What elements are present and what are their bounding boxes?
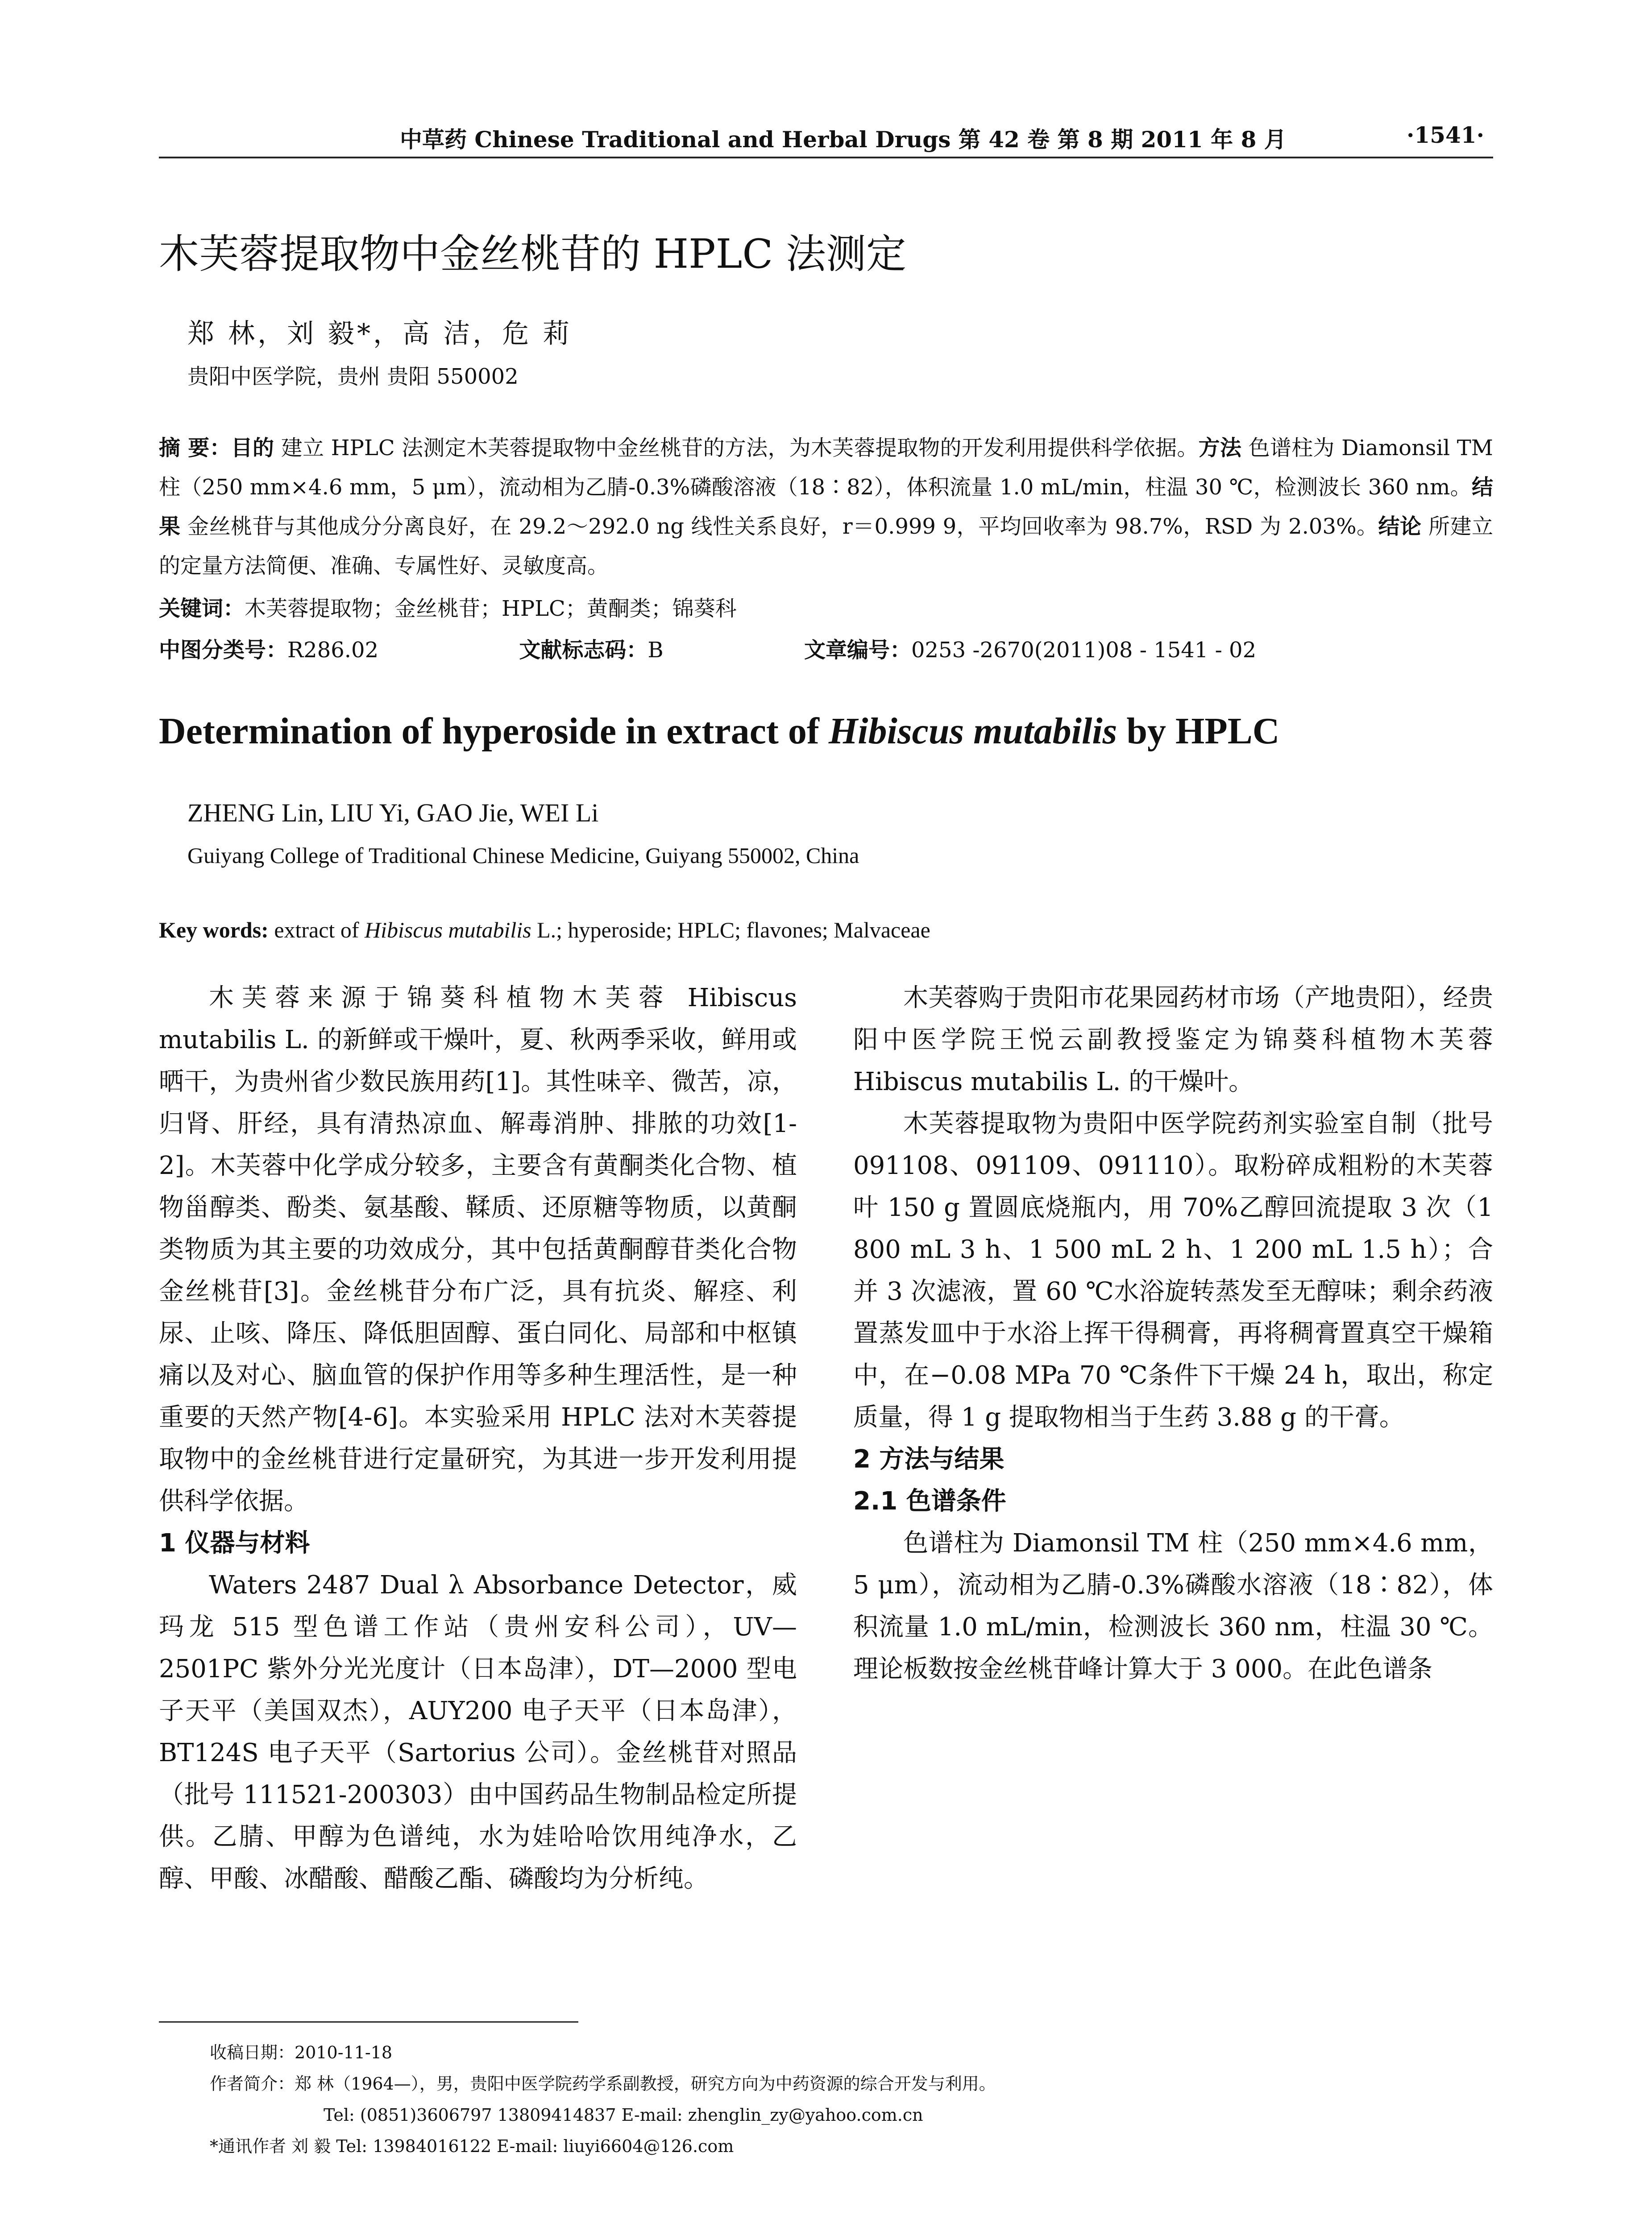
body-right-column [853, 977, 1493, 1690]
abstract-results-label: 结果 [159, 475, 1493, 539]
article-number-value: 0253 -2670(2011)08 - 1541 - 02 [911, 638, 1257, 663]
abstract-methods: 色谱柱为 Diamonsil TM 柱（250 mm×4.6 mm，5 μm），流动相为乙腈-0.3%磷酸溶液（18∶82），体积流量 1.0 mL/min，柱温 30 ℃，检测波长 360 nm。 [159, 435, 1493, 500]
herb-paragraph: 木芙蓉购于贵阳市花果园药材市场（产地贵阳），经贵阳中医学院王悦云副教授鉴定为锦葵科植物木芙蓉 Hibiscus mutabilis L. 的干燥叶。 [853, 983, 1493, 1096]
abstract-conclusion-label: 结论 [1378, 514, 1422, 539]
authors-english: ZHENG Lin, LIU Yi, GAO Jie, WEI Li [187, 798, 599, 827]
keywords-english-post: L.; hyperoside; HPLC; flavones; Malvaceae [531, 917, 930, 942]
clc-label: 中图分类号： [159, 638, 288, 663]
keywords-chinese [159, 591, 737, 622]
affiliation-chinese: 贵阳中医学院，贵州 贵阳 550002 [187, 364, 519, 389]
title-english-post: by HPLC [1117, 710, 1280, 752]
affiliation-english: Guiyang College of Traditional Chinese Medicine, Guiyang 550002, China [187, 843, 859, 868]
footnotes [210, 2037, 996, 2162]
received-date: 收稿日期：2010-11-18 [210, 2043, 393, 2062]
intro-paragraph: 木芙蓉来源于锦葵科植物木芙蓉 Hibiscus mutabilis L. 的新鲜或干燥叶，夏、秋两季采收，鲜用或晒干，为贵州省少数民族用药[1]。其性味辛、微苦，凉，归肾、肝经，具有清热凉血、解毒消肿、排脓的功效[1-2]。木芙蓉中化学成分较多，主要含有黄酮类化合物、植物甾醇类、酚类、氨基酸、鞣质、还原糖等物质，以黄酮类物质为其主要的功效成分，其中包括黄酮醇苷类化合物金丝桃苷[3]。金丝桃苷分布广泛，具有抗炎、解痉、利尿、止咳、降压、降低胆固醇、蛋白同化、局部和中枢镇痛以及对心、脑血管的保护作用等多种生理活性，是一种重要的天然产物[4-6]。本实验采用 HPLC 法对木芙蓉提取物中的金丝桃苷进行定量研究，为其进一步开发利用提供科学依据。 [159, 983, 797, 1516]
classification-line [159, 633, 1493, 663]
footnote-rule [159, 2021, 578, 2023]
extract-paragraph: 木芙蓉提取物为贵阳中医学院药剂实验室自制（批号 091108、091109、091110）。取粉碎成粗粉的木芙蓉叶 150 g 置圆底烧瓶内，用 70%乙醇回流提取 3 次（1 800 mL 3 h、1 500 mL 2 h、1 200 mL 1.5 h）；合并 3 次滤液，置 60 ℃水浴旋转蒸发至无醇味；剩余药液置蒸发皿中于水浴上挥干得稠膏，再将稠膏置真空干燥箱中，在−0.08 MPa 70 ℃条件下干燥 24 h，取出，称定质量，得 1 g 提取物相当于生药 3.88 g 的干膏。 [853, 1109, 1493, 1432]
instruments-paragraph: Waters 2487 Dual λ Absorbance Detector，威玛龙 515 型色谱工作站（贵州安科公司），UV—2501PC 紫外分光光度计（日本岛津），DT—2000 型电子天平（美国双杰），AUY200 电子天平（日本岛津），BT124S 电子天平（Sartorius 公司）。金丝桃苷对照品（批号 111521-200303）由中国药品生物制品检定所提供。乙腈、甲醇为色谱纯，水为娃哈哈饮用纯净水，乙醇、甲酸、冰醋酸、醋酸乙酯、磷酸均为分析纯。 [159, 1571, 797, 1893]
keywords-english-pre: extract of [268, 917, 365, 942]
page-number: ·1541· [1407, 122, 1484, 148]
title-english-pre: Determination of hyperoside in extract of [159, 710, 829, 752]
keywords-english-label: Key words: [159, 917, 269, 942]
title-english-species: Hibiscus mutabilis [828, 710, 1117, 752]
title-english [159, 709, 1279, 753]
abstract-objective: 建立 HPLC 法测定木芙蓉提取物中金丝桃苷的方法，为木芙蓉提取物的开发利用提供科学依据。 [281, 435, 1199, 460]
abstract-conclusion: 所建立的定量方法简便、准确、专属性好、灵敏度高。 [159, 514, 1493, 578]
section-2-heading: 2 方法与结果 [853, 1445, 1004, 1474]
abstract-methods-label: 方法 [1198, 435, 1242, 460]
author-bio: 作者简介：郑 林（1964—），男，贵阳中医学院药学系副教授，研究方向为中药资源的综合开发与利用。 [210, 2074, 996, 2094]
section-2-1-heading: 2.1 色谱条件 [853, 1487, 1006, 1516]
title-chinese: 木芙蓉提取物中金丝桃苷的 HPLC 法测定 [159, 231, 906, 278]
abstract-chinese [159, 428, 1493, 585]
abstract-results: 金丝桃苷与其他成分分离良好，在 29.2～292.0 ng 线性关系良好，r＝0.999 9，平均回收率为 98.7%，RSD 为 2.03%。 [187, 514, 1378, 539]
clc-value: R286.02 [287, 638, 379, 663]
corresponding-author: *通讯作者 刘 毅 Tel: 13984016122 E-mail: liuyi6604@126.com [210, 2136, 734, 2156]
journal-line: 中草药 Chinese Traditional and Herbal Drugs 第 42 卷 第 8 期 2011 年 8 月 [400, 126, 1287, 153]
chromatography-paragraph: 色谱柱为 Diamonsil TM 柱（250 mm×4.6 mm，5 μm），流动相为乙腈-0.3%磷酸水溶液（18∶82），体积流量 1.0 mL/min，检测波长 360 nm，柱温 30 ℃。理论板数按金丝桃苷峰计算大于 3 000。在此色谱条 [853, 1529, 1493, 1684]
keywords-english-species: Hibiscus mutabilis [364, 917, 531, 942]
doc-code-value: B [648, 638, 664, 663]
keywords-label: 关键词： [159, 596, 245, 621]
abstract-label: 摘 要： [159, 435, 231, 460]
abstract-objective-label: 目的 [231, 435, 274, 460]
author-contact: Tel: (0851)3606797 13809414837 E-mail: zhenglin_zy@yahoo.com.cn [324, 2105, 923, 2125]
keywords-text: 木芙蓉提取物；金丝桃苷；HPLC；黄酮类；锦葵科 [245, 596, 737, 621]
body-left-column [159, 977, 797, 1900]
running-header [159, 118, 1493, 158]
doc-code-label: 文献标志码： [519, 638, 648, 663]
section-1-heading: 1 仪器与材料 [159, 1529, 310, 1558]
keywords-english [159, 917, 930, 943]
authors-chinese: 郑 林，刘 毅*，高 洁，危 莉 [187, 318, 573, 349]
article-number-label: 文章编号： [804, 638, 911, 663]
